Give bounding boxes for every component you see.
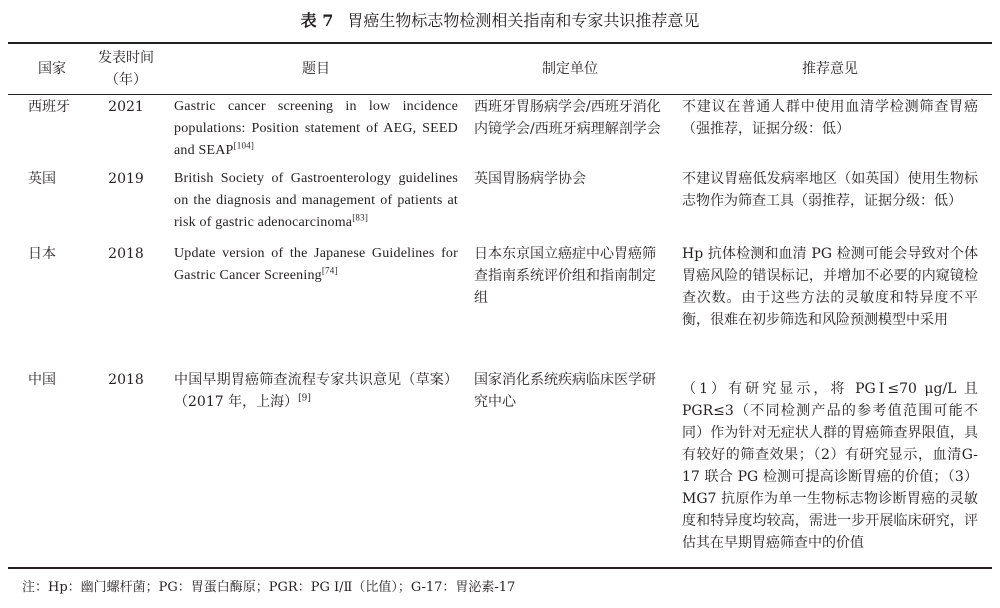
row-2-year: 2019: [108, 171, 144, 187]
bottom-rule: [8, 567, 992, 569]
header-title: 题目: [302, 61, 330, 77]
header-year: [96, 47, 156, 91]
row-4-country: 中国: [28, 372, 56, 388]
row-2-title: [174, 168, 458, 234]
row-4-title-text: 中国早期胃癌筛查流程专家共识意见（草案）（2017 年，上海）: [174, 372, 458, 410]
row-4-year: 2018: [108, 372, 144, 388]
row-2-rec: 不建议胃癌低发病率地区（如英国）使用生物标志物作为筛查工具（弱推荐，证据分级：低）: [682, 171, 978, 209]
header-rec: 推荐意见: [802, 61, 858, 77]
header-rule: [8, 94, 992, 95]
row-3-title-text: Update version of the Japanese Guidelines for Gastric Cancer Screening: [174, 246, 458, 283]
table-footnote: 注：Hp：幽门螺杆菌；PG：胃蛋白酶原；PGR：PG Ⅰ/Ⅱ（比值）；G-17：胃泌素-17: [22, 580, 516, 595]
table-label: 表 7: [300, 11, 334, 30]
table-title: 胃癌生物标志物检测相关指南和专家共识推荐意见: [347, 11, 700, 30]
top-rule: [8, 42, 992, 44]
row-3-title: [174, 243, 458, 287]
header-year-line1: 发表时间: [98, 50, 154, 66]
row-1-ref: [104]: [233, 140, 255, 151]
row-4-rec: （1）有研究显示，将 PGⅠ≤70 μg/L 且 PGR≤3（不同检测产品的参考值范围可能不同）作为针对无症状人群的胃癌筛查界限值，具有较好的筛查效果；（2）有研究显示，血清G-17 联合 PG 检测可提高诊断胃癌的价值；（3）MG7 抗原作为单一生物标志物诊断胃癌的灵敏度和特异度均较高，需进一步开展临床研究，评估其在早期胃癌筛查中的价值: [682, 381, 978, 551]
row-1-rec: 不建议在普通人群中使用血清学检测筛查胃癌（强推荐，证据分级：低）: [682, 99, 978, 137]
row-1-title-text: Gastric cancer screening in low incidence populations: Position statement of AEG, SEED and SEAP: [174, 99, 458, 158]
row-4-org: 国家消化系统疾病临床医学研究中心: [474, 372, 656, 410]
row-1-year: 2021: [108, 99, 144, 115]
row-3-rec: Hp 抗体检测和血清 PG 检测可能会导致对个体胃癌风险的错误标记，并增加不必要的内窥镜检查次数。由于这些方法的灵敏度和特异度不平衡，很难在初步筛选和风险预测模型中采用: [682, 246, 978, 328]
header-org: 制定单位: [542, 61, 598, 77]
row-4-ref: [9]: [298, 393, 311, 404]
row-2-org: 英国胃肠病学协会: [474, 171, 586, 187]
row-1-country: 西班牙: [28, 99, 70, 115]
row-3-country: 日本: [28, 246, 56, 262]
header-year-line2: （年）: [105, 72, 147, 88]
row-2-country: 英国: [28, 171, 56, 187]
table-caption: [0, 10, 1000, 32]
row-3-year: 2018: [108, 246, 144, 262]
row-4-title: [174, 369, 458, 413]
row-1-org: 西班牙胃肠病学会/西班牙消化内镜学会/西班牙病理解剖学会: [474, 99, 661, 137]
row-1-title: [174, 96, 458, 162]
row-3-org: 日本东京国立癌症中心胃癌筛查指南系统评价组和指南制定组: [474, 246, 656, 306]
row-2-ref: [83]: [352, 212, 369, 223]
row-3-ref: [74]: [321, 265, 338, 276]
header-country: 国家: [38, 61, 66, 77]
row-2-title-text: British Society of Gastroenterology guidelines on the diagnosis and management of patients at risk of gastric adenocarcinoma: [174, 171, 458, 230]
